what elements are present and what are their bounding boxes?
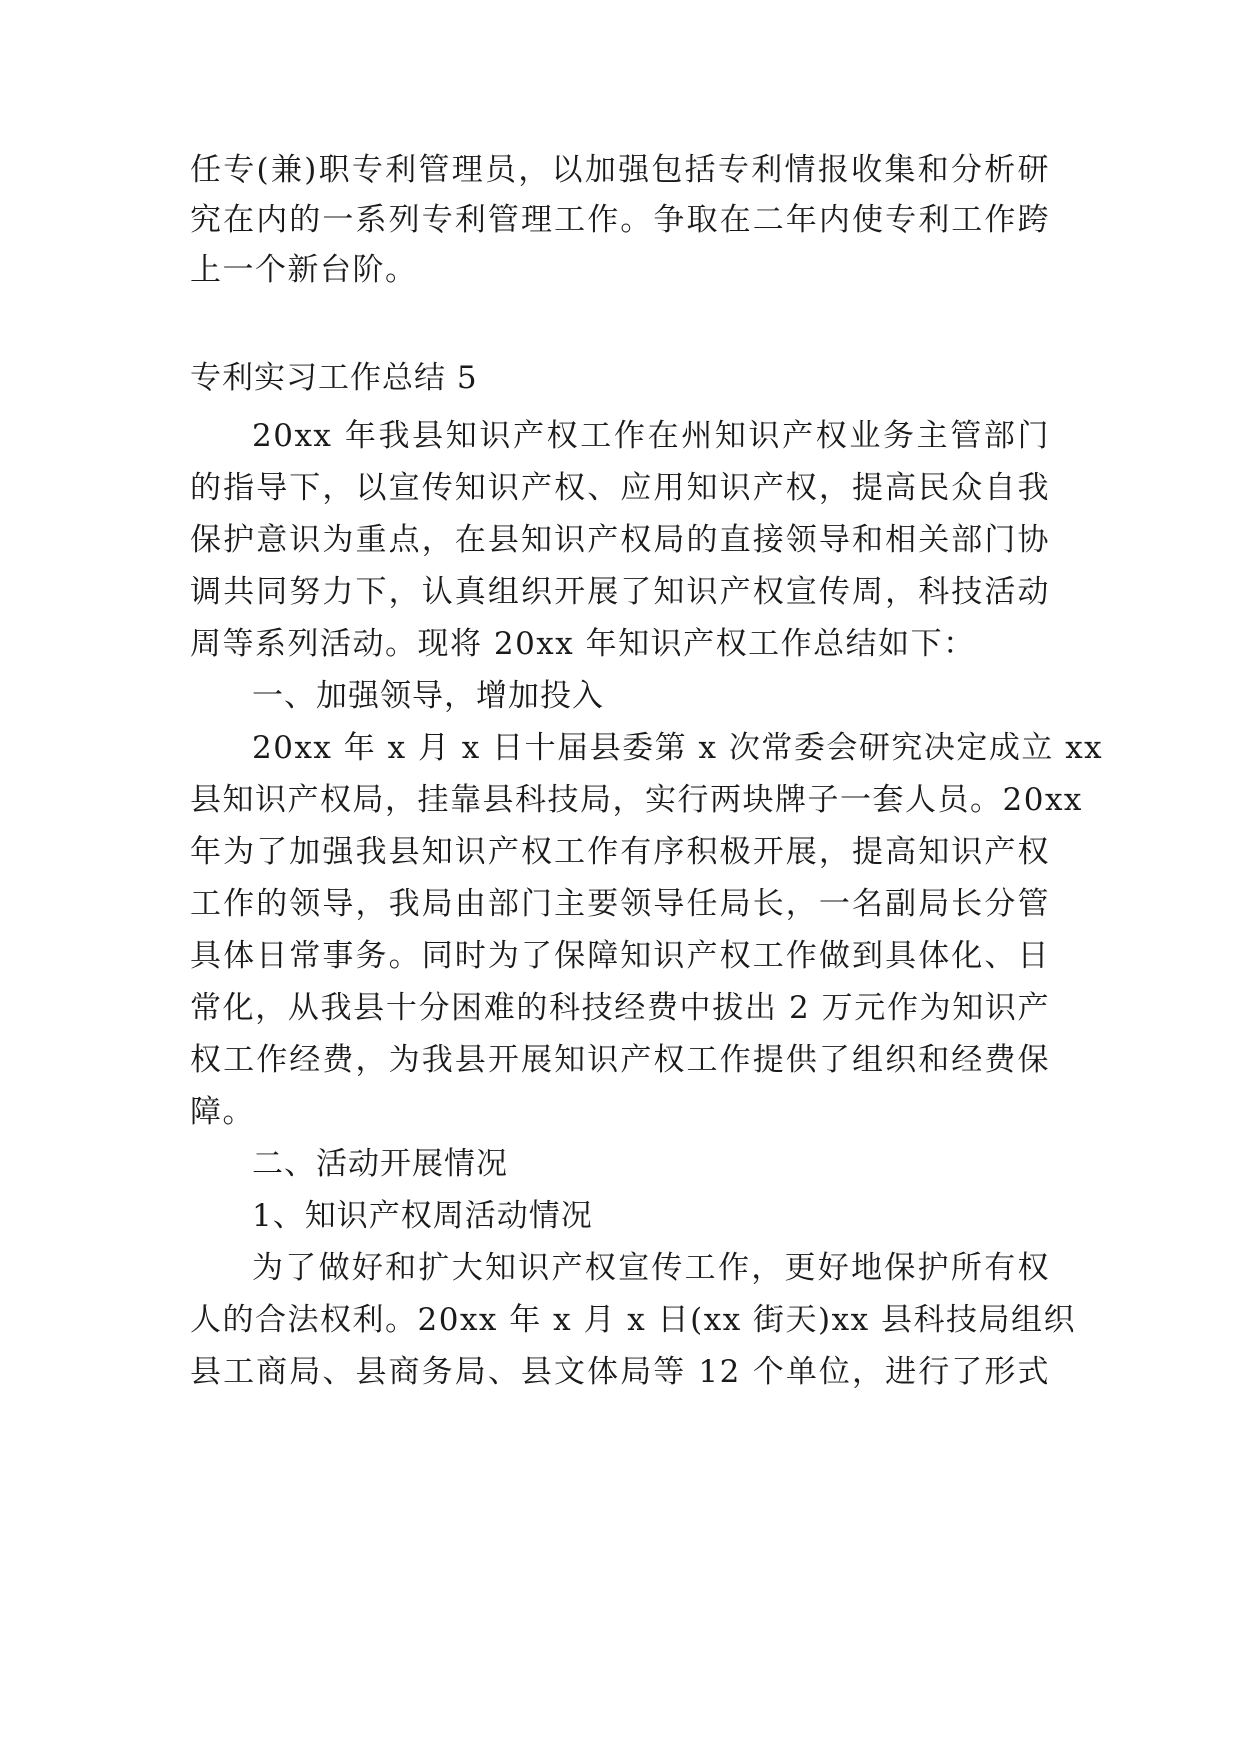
body-text-line: 年为了加强我县知识产权工作有序积极开展，提高知识产权	[190, 834, 1050, 870]
body-text-line: 20xx 年我县知识产权工作在州知识产权业务主管部门	[252, 418, 1050, 454]
body-text-line: 调共同努力下，认真组织开展了知识产权宣传周，科技活动	[190, 574, 1050, 610]
body-text-line: 周等系列活动。现将 20xx 年知识产权工作总结如下：	[190, 626, 976, 662]
body-text-line: 障。	[190, 1094, 255, 1130]
body-text-line: 县工商局、县商务局、县文体局等 12 个单位，进行了形式	[190, 1354, 1050, 1390]
body-text-line: 究在内的一系列专利管理工作。争取在二年内使专利工作跨	[190, 202, 1050, 238]
body-text-line: 20xx 年 x 月 x 日十届县委第 x 次常委会研究决定成立 xx	[252, 730, 1104, 766]
body-text-line: 工作的领导，我局由部门主要领导任局长，一名副局长分管	[190, 886, 1050, 922]
body-text-line: 具体日常事务。同时为了保障知识产权工作做到具体化、日	[190, 938, 1050, 974]
body-text-line: 为了做好和扩大知识产权宣传工作，更好地保护所有权	[252, 1250, 1050, 1286]
body-text-line: 的指导下，以宣传知识产权、应用知识产权，提高民众自我	[190, 470, 1050, 506]
body-text-line: 县知识产权局，挂靠县科技局，实行两块牌子一套人员。20xx	[190, 782, 1083, 818]
body-text-line: 人的合法权利。20xx 年 x 月 x 日(xx 街天)xx 县科技局组织	[190, 1302, 1076, 1338]
subheading: 一、加强领导，增加投入	[252, 678, 604, 714]
body-text-line: 任专(兼)职专利管理员，以加强包括专利情报收集和分析研	[190, 152, 1050, 188]
subheading: 二、活动开展情况	[252, 1146, 508, 1182]
body-text-line: 上一个新台阶。	[190, 252, 418, 288]
body-text-line: 保护意识为重点，在县知识产权局的直接领导和相关部门协	[190, 522, 1050, 558]
body-text-line: 权工作经费，为我县开展知识产权工作提供了组织和经费保	[190, 1042, 1050, 1078]
body-text-line: 常化，从我县十分困难的科技经费中拔出 2 万元作为知识产	[190, 990, 1050, 1026]
section-title: 专利实习工作总结 5	[190, 360, 478, 396]
subheading: 1、知识产权周活动情况	[252, 1198, 593, 1234]
